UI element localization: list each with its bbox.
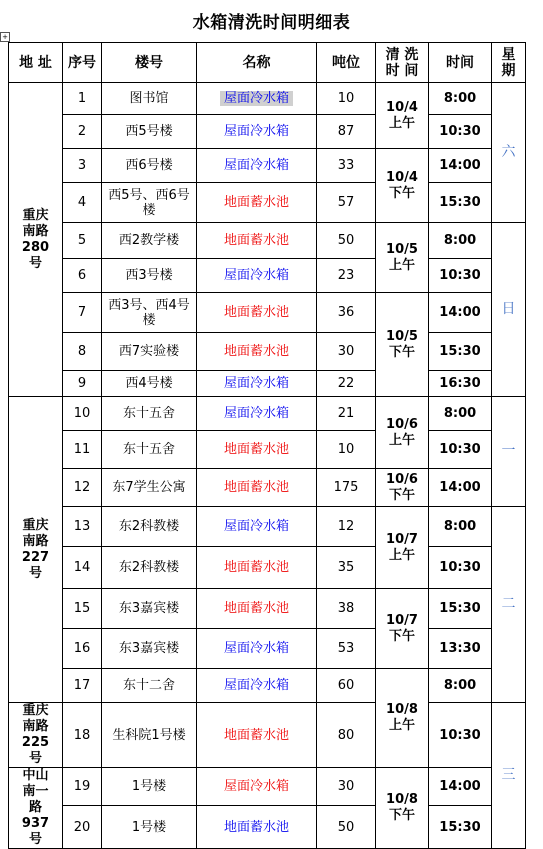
seq-cell: 1 (63, 83, 102, 115)
name-cell: 地面蓄水池 (197, 469, 317, 507)
time-cell: 14:00 (429, 293, 492, 333)
header-building: 楼号 (102, 43, 197, 83)
tonnage-cell: 57 (317, 183, 376, 223)
header-seq: 序号 (63, 43, 102, 83)
time-cell: 8:00 (429, 83, 492, 115)
table-row (9, 669, 526, 703)
name-cell: 地面蓄水池 (197, 293, 317, 333)
date-cell: 10/5上午 (376, 223, 429, 293)
name-cell: 屋面冷水箱 (197, 259, 317, 293)
building-cell: 1号楼 (102, 806, 197, 849)
date-cell: 10/7下午 (376, 589, 429, 669)
seq-cell: 3 (63, 149, 102, 183)
seq-cell: 15 (63, 589, 102, 629)
date-cell: 10/7上午 (376, 507, 429, 589)
seq-cell: 4 (63, 183, 102, 223)
name-cell: 地面蓄水池 (197, 703, 317, 768)
building-cell: 西5号楼 (102, 115, 197, 149)
seq-cell: 12 (63, 469, 102, 507)
table-move-handle-icon[interactable]: + (0, 32, 10, 42)
header-address: 地 址 (9, 43, 63, 83)
table-row (9, 806, 526, 849)
tonnage-cell: 50 (317, 806, 376, 849)
seq-cell: 7 (63, 293, 102, 333)
time-cell: 8:00 (429, 507, 492, 547)
table-row (9, 547, 526, 589)
name-cell (197, 83, 317, 115)
time-cell: 15:30 (429, 806, 492, 849)
table-row (9, 149, 526, 183)
name-cell: 地面蓄水池 (197, 547, 317, 589)
date-cell: 10/4上午 (376, 83, 429, 149)
table-row (9, 115, 526, 149)
table-row (9, 629, 526, 669)
name-cell: 屋面冷水箱 (197, 669, 317, 703)
table-row (9, 83, 526, 115)
time-cell: 15:30 (429, 589, 492, 629)
building-cell: 东2科教楼 (102, 507, 197, 547)
tonnage-cell: 50 (317, 223, 376, 259)
building-cell: 东3嘉宾楼 (102, 589, 197, 629)
building-cell: 西5号、西6号楼 (102, 183, 197, 223)
seq-cell: 10 (63, 397, 102, 431)
time-cell: 15:30 (429, 333, 492, 371)
table-row (9, 333, 526, 371)
name-cell: 屋面冷水箱 (197, 149, 317, 183)
table-row (9, 589, 526, 629)
tonnage-cell: 175 (317, 469, 376, 507)
address-cell: 中山南一路937号 (9, 768, 63, 849)
date-cell: 10/6上午 (376, 397, 429, 469)
time-cell: 10:30 (429, 431, 492, 469)
building-cell: 1号楼 (102, 768, 197, 806)
time-cell: 10:30 (429, 115, 492, 149)
name-cell: 屋面冷水箱 (197, 371, 317, 397)
time-cell: 15:30 (429, 183, 492, 223)
date-cell: 10/8下午 (376, 768, 429, 849)
header-tonnage: 吨位 (317, 43, 376, 83)
name-cell: 屋面冷水箱 (197, 507, 317, 547)
tonnage-cell: 30 (317, 768, 376, 806)
name-cell: 地面蓄水池 (197, 806, 317, 849)
table-row (9, 223, 526, 259)
weekday-cell: 一 (492, 397, 526, 507)
table-row (9, 371, 526, 397)
building-cell: 西6号楼 (102, 149, 197, 183)
date-cell: 10/6下午 (376, 469, 429, 507)
building-cell: 西3号、西4号楼 (102, 293, 197, 333)
building-cell: 图书馆 (102, 83, 197, 115)
name-cell: 屋面冷水箱 (197, 768, 317, 806)
seq-cell: 5 (63, 223, 102, 259)
time-cell: 10:30 (429, 259, 492, 293)
time-cell: 8:00 (429, 223, 492, 259)
tonnage-cell: 21 (317, 397, 376, 431)
weekday-cell: 二 (492, 507, 526, 703)
table-row (9, 183, 526, 223)
seq-cell: 17 (63, 669, 102, 703)
table-row (9, 507, 526, 547)
seq-cell: 2 (63, 115, 102, 149)
tonnage-cell: 53 (317, 629, 376, 669)
name-cell: 地面蓄水池 (197, 183, 317, 223)
weekday-cell: 日 (492, 223, 526, 397)
name-cell: 屋面冷水箱 (197, 397, 317, 431)
time-cell: 16:30 (429, 371, 492, 397)
header-time: 时间 (429, 43, 492, 83)
header-weekday: 星期 (492, 43, 526, 83)
table-row (9, 469, 526, 507)
table-row (9, 431, 526, 469)
page-title: 水箱清洗时间明细表 (192, 13, 351, 33)
seq-cell: 11 (63, 431, 102, 469)
weekday-cell: 六 (492, 83, 526, 223)
building-cell: 东7学生公寓 (102, 469, 197, 507)
seq-cell: 18 (63, 703, 102, 768)
tonnage-cell: 22 (317, 371, 376, 397)
tonnage-cell: 38 (317, 589, 376, 629)
seq-cell: 13 (63, 507, 102, 547)
building-cell: 东2科教楼 (102, 547, 197, 589)
tonnage-cell: 33 (317, 149, 376, 183)
time-cell: 14:00 (429, 149, 492, 183)
tonnage-cell: 36 (317, 293, 376, 333)
time-cell: 8:00 (429, 397, 492, 431)
time-cell: 10:30 (429, 547, 492, 589)
table-row (9, 768, 526, 806)
building-cell: 西7实验楼 (102, 333, 197, 371)
table-row (9, 293, 526, 333)
header-name: 名称 (197, 43, 317, 83)
time-cell: 8:00 (429, 669, 492, 703)
table-row (9, 397, 526, 431)
time-cell: 14:00 (429, 469, 492, 507)
seq-cell: 19 (63, 768, 102, 806)
tonnage-cell: 30 (317, 333, 376, 371)
building-cell: 西3号楼 (102, 259, 197, 293)
table-row (9, 703, 526, 768)
header-clean-time: 清 洗 时 间 (376, 43, 429, 83)
building-cell: 东十二舍 (102, 669, 197, 703)
tonnage-cell: 60 (317, 669, 376, 703)
name-cell: 地面蓄水池 (197, 589, 317, 629)
name-cell: 地面蓄水池 (197, 431, 317, 469)
time-cell: 10:30 (429, 703, 492, 768)
tonnage-cell: 87 (317, 115, 376, 149)
name-cell: 地面蓄水池 (197, 333, 317, 371)
address-cell: 重庆南路280号 (9, 83, 63, 397)
weekday-cell: 三 (492, 703, 526, 849)
seq-cell: 16 (63, 629, 102, 669)
address-cell: 重庆南路225号 (9, 703, 63, 768)
date-cell: 10/5下午 (376, 293, 429, 397)
seq-cell: 6 (63, 259, 102, 293)
tonnage-cell: 35 (317, 547, 376, 589)
time-cell: 14:00 (429, 768, 492, 806)
building-cell: 生科院1号楼 (102, 703, 197, 768)
tank-name: 屋面冷水箱 (220, 91, 293, 106)
building-cell: 西2教学楼 (102, 223, 197, 259)
name-cell: 地面蓄水池 (197, 223, 317, 259)
header-row (9, 43, 526, 83)
building-cell: 东3嘉宾楼 (102, 629, 197, 669)
name-cell: 屋面冷水箱 (197, 115, 317, 149)
name-cell: 屋面冷水箱 (197, 629, 317, 669)
tonnage-cell: 10 (317, 83, 376, 115)
tonnage-cell: 10 (317, 431, 376, 469)
seq-cell: 8 (63, 333, 102, 371)
seq-cell: 20 (63, 806, 102, 849)
date-cell: 10/8上午 (376, 669, 429, 768)
building-cell: 东十五舍 (102, 397, 197, 431)
tonnage-cell: 12 (317, 507, 376, 547)
time-cell: 13:30 (429, 629, 492, 669)
date-cell: 10/4下午 (376, 149, 429, 223)
building-cell: 西4号楼 (102, 371, 197, 397)
seq-cell: 9 (63, 371, 102, 397)
tonnage-cell: 80 (317, 703, 376, 768)
schedule-table (8, 42, 526, 849)
address-cell: 重庆南路227号 (9, 397, 63, 703)
building-cell: 东十五舍 (102, 431, 197, 469)
table-row (9, 259, 526, 293)
seq-cell: 14 (63, 547, 102, 589)
tonnage-cell: 23 (317, 259, 376, 293)
